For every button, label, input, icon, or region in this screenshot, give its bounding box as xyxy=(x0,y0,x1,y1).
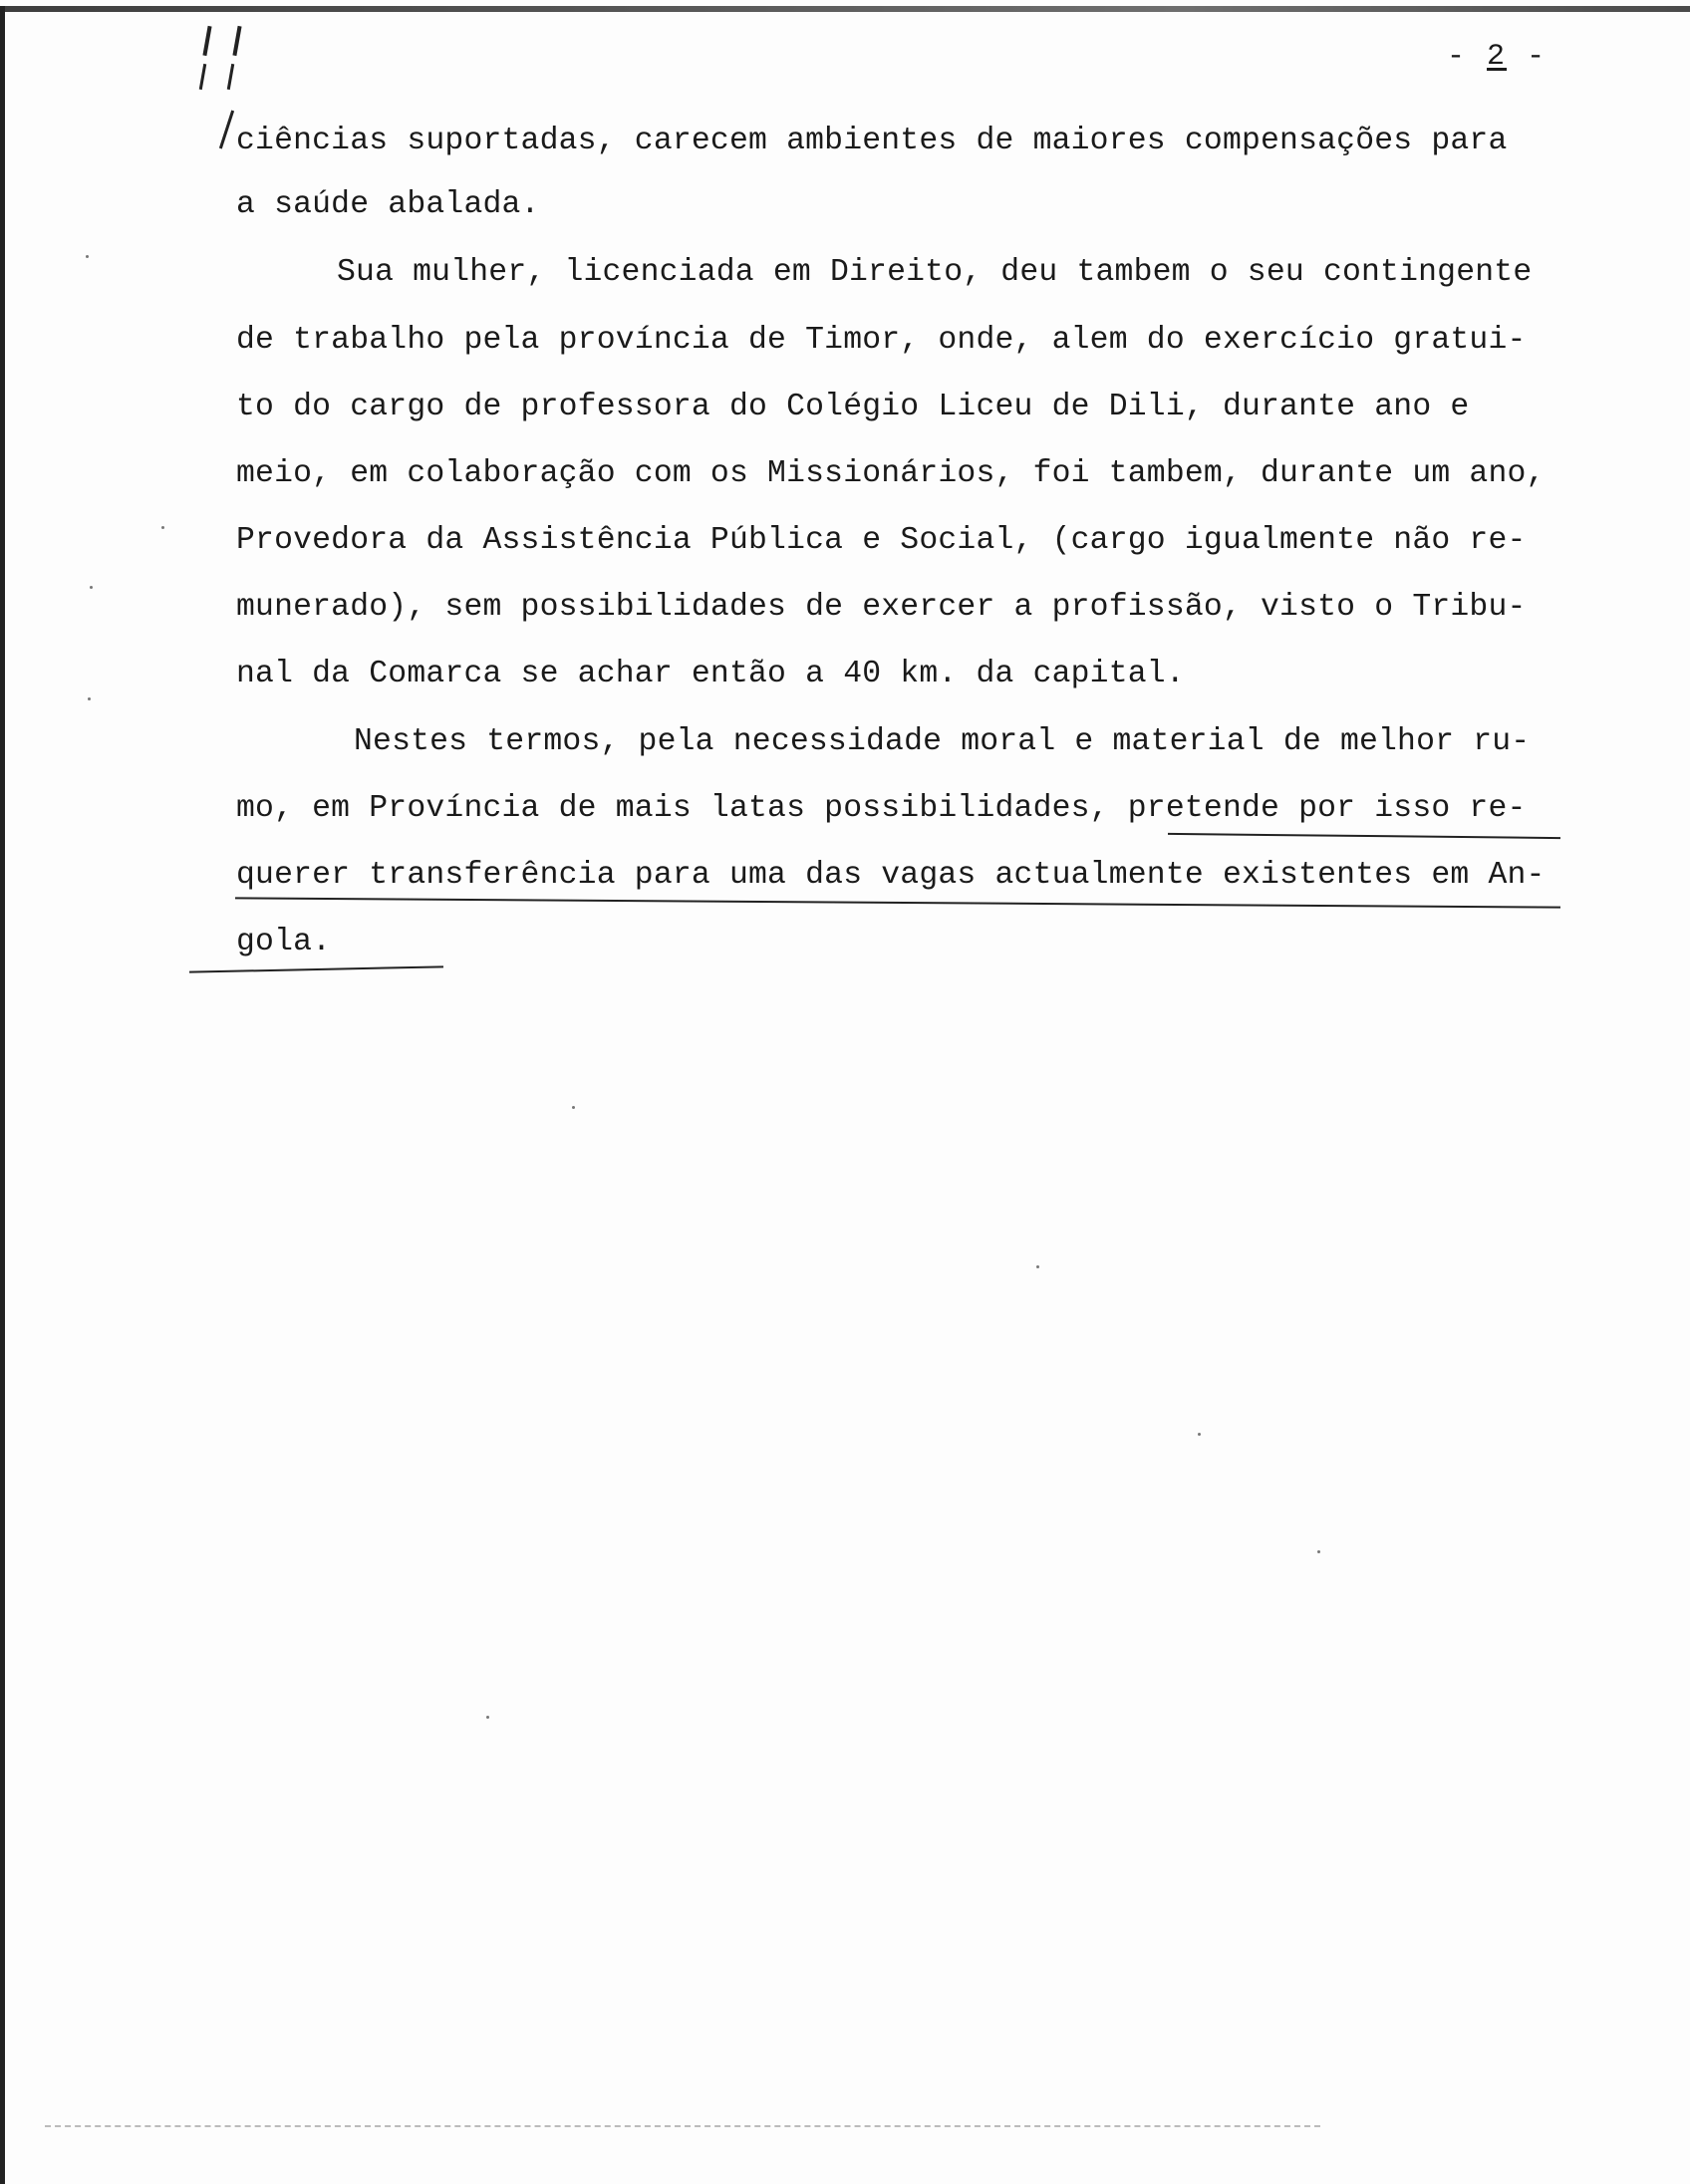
text-line: mo, em Província de mais latas possibilidades, pretende por isso re- xyxy=(236,791,1527,826)
scan-speck xyxy=(1036,1265,1039,1268)
margin-pen-mark xyxy=(227,64,234,90)
scan-bottom-artifact xyxy=(45,2125,1320,2127)
text-line: munerado), sem possibilidades de exercer a profissão, visto o Tribu- xyxy=(236,590,1527,625)
text-line: a saúde abalada. xyxy=(236,187,540,222)
scan-speck xyxy=(88,697,91,700)
page-number-prefix: - xyxy=(1447,40,1468,74)
scan-speck xyxy=(86,255,89,258)
scan-speck xyxy=(90,586,93,589)
margin-pen-mark xyxy=(199,64,206,90)
text-line: ciências suportadas, carecem ambientes de maiores compensações para xyxy=(236,124,1508,158)
margin-pen-mark xyxy=(232,26,241,56)
text-line: querer transferência para uma das vagas actualmente existentes em An- xyxy=(236,858,1546,893)
margin-pen-mark xyxy=(202,26,211,56)
text-line: gola. xyxy=(236,925,332,959)
page-number-value: 2 xyxy=(1487,40,1508,74)
page-number-suffix: - xyxy=(1527,40,1548,74)
scan-left-edge xyxy=(0,6,5,2184)
pen-underline xyxy=(1168,833,1560,839)
pen-underline xyxy=(189,965,443,972)
text-line: Provedora da Assistência Pública e Social, (cargo igualmente não re- xyxy=(236,523,1527,558)
text-line: nal da Comarca se achar então a 40 km. da capital. xyxy=(236,657,1185,691)
text-line: to do cargo de professora do Colégio Liceu de Dili, durante ano e xyxy=(236,390,1470,424)
margin-pen-mark xyxy=(219,111,234,149)
scan-speck xyxy=(486,1716,489,1719)
text-line: Sua mulher, licenciada em Direito, deu tambem o seu contingente xyxy=(337,255,1533,290)
scan-top-edge xyxy=(0,6,1690,12)
text-line: de trabalho pela província de Timor, onde, alem do exercício gratui- xyxy=(236,323,1527,358)
text-line: meio, em colaboração com os Missionários, foi tambem, durante um ano, xyxy=(236,456,1546,491)
text-line: Nestes termos, pela necessidade moral e material de melhor ru- xyxy=(354,724,1531,759)
scan-speck xyxy=(1198,1433,1201,1436)
page-number xyxy=(1447,40,1547,74)
scan-speck xyxy=(161,526,164,529)
pen-underline xyxy=(235,897,1560,908)
scan-speck xyxy=(1317,1550,1320,1553)
scan-speck xyxy=(572,1106,575,1109)
